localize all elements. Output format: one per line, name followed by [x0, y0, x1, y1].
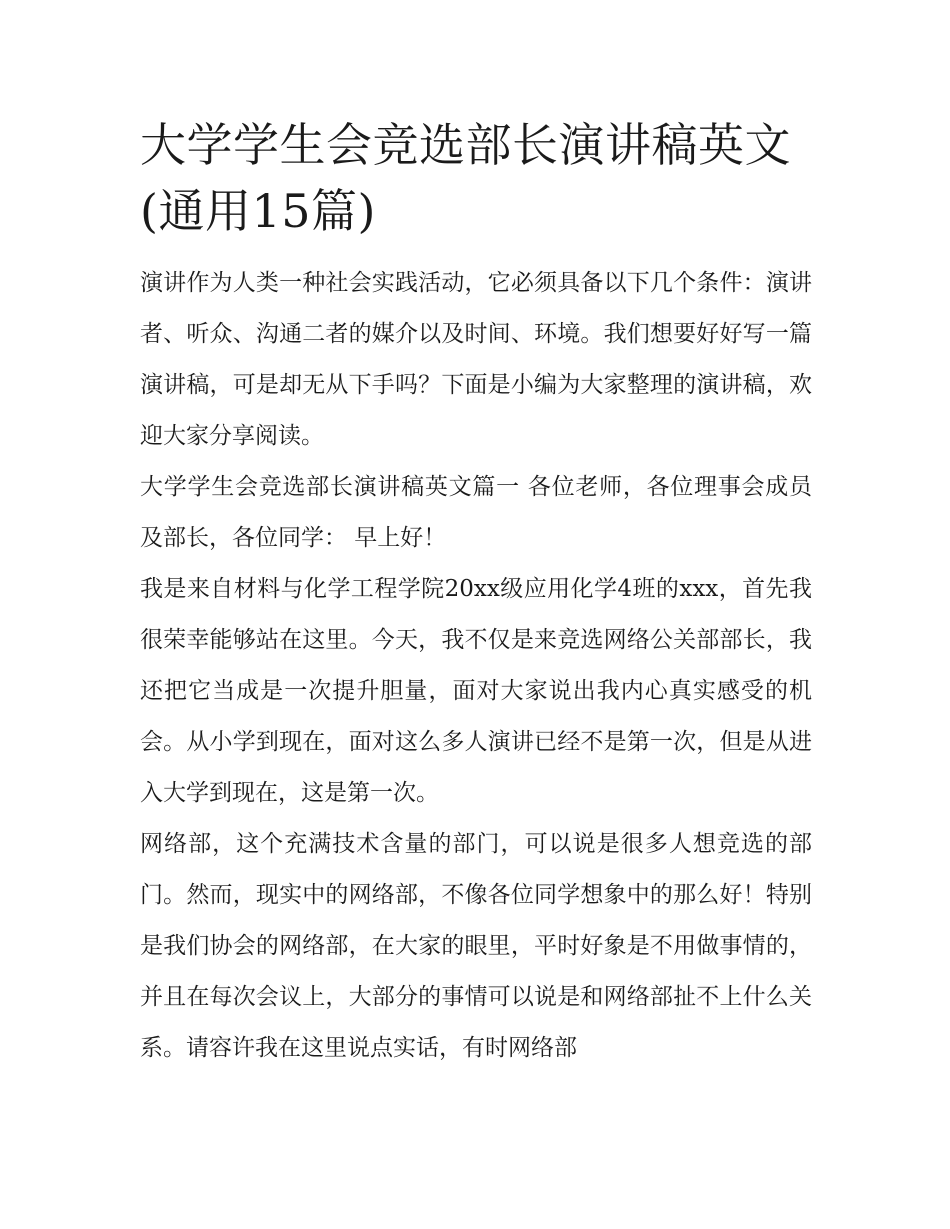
paragraph-self-introduction: 我是来自材料与化学工程学院20xx级应用化学4班的xxx，首先我很荣幸能够站在这里。今天，我不仅是来竞选网络公关部部长，我还把它当成是一次提升胆量，面对大家说出我内心真实感受的机会。从小学到现在，面对这么多人演讲已经不是第一次，但是从进入大学到现在，这是第一次。 [140, 576, 812, 806]
document-body [140, 112, 812, 1074]
paragraph-intro: 演讲作为人类一种社会实践活动，它必须具备以下几个条件：演讲者、听众、沟通二者的媒介以及时间、环境。我们想要好好写一篇演讲稿，可是却无从下手吗？下面是小编为大家整理的演讲稿，欢迎大家分享阅读。 [140, 270, 812, 449]
document-title: 大学学生会竞选部长演讲稿英文(通用15篇) [140, 118, 791, 238]
paragraph-network-department: 网络部，这个充满技术含量的部门，可以说是很多人想竞选的部门。然而，现实中的网络部，不像各位同学想象中的那么好！特别是我们协会的网络部，在大家的眼里，平时好象是不用做事情的，并且在每次会议上，大部分的事情可以说是和网络部扯不上什么关系。请容许我在这里说点实话，有时网络部 [140, 831, 812, 1061]
paragraph-greeting: 大学学生会竞选部长演讲稿英文篇一 各位老师，各位理事会成员及部长，各位同学： 早上好！ [140, 474, 812, 551]
